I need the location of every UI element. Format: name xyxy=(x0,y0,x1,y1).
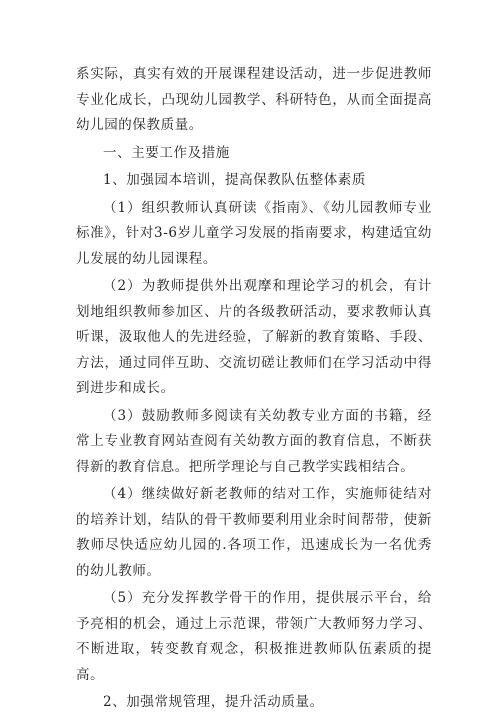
paragraph-item-4: （4）继续做好新老教师的结对工作，实施师徒结对的培养计划，结队的骨干教师要利用业余时间帮带，使新教师尽快适应幼儿园的.各项工作，迅速成长为一名优秀的幼儿教师。 xyxy=(76,486,432,579)
subheading-training: 1、加强园本培训，提高保教队伍整体素质 xyxy=(103,172,366,188)
section-heading-main-measures: 一、主要工作及措施 xyxy=(103,144,230,161)
paragraph-intro-continuation: 系实际，真实有效的开展课程建设活动，进一步促进教师专业化成长，凸现幼儿园教学、科研特色，从而全面提高幼儿园的保教质量。 xyxy=(76,66,432,133)
paragraph-item-5: （5）充分发挥教学骨干的作用，提供展示平台，给予亮相的机会，通过上示范课，带领广大教师努力学习、不断进取，转变教育观念，积极推进教师队伍素质的提高。 xyxy=(76,590,432,683)
subheading-routine-management: 2、加强常规管理，提升活动质量。 xyxy=(103,694,324,710)
paragraph-item-1: （1）组织教师认真研读《指南》、《幼儿园教师专业标准》，针对3-6岁儿童学习发展的指南要求，构建适宜幼儿发展的幼儿园课程。 xyxy=(76,199,432,267)
paragraph-item-2: （2）为教师提供外出观摩和理论学习的机会，有计划地组织教师参加区、片的各级教研活动，要求教师认真听课，汲取他人的先进经验，了解新的教育策略、手段、方法，通过同伴互助、交流切磋让教师们在学习活动中得到进步和成长。 xyxy=(76,278,432,396)
paragraph-item-3: （3）鼓励教师多阅读有关幼教专业方面的书籍，经常上专业教育网站查阅有关幼教方面的教育信息，不断获得新的教育信息。把所学理论与自己教学实践相结合。 xyxy=(76,407,432,475)
document-body xyxy=(76,62,432,716)
